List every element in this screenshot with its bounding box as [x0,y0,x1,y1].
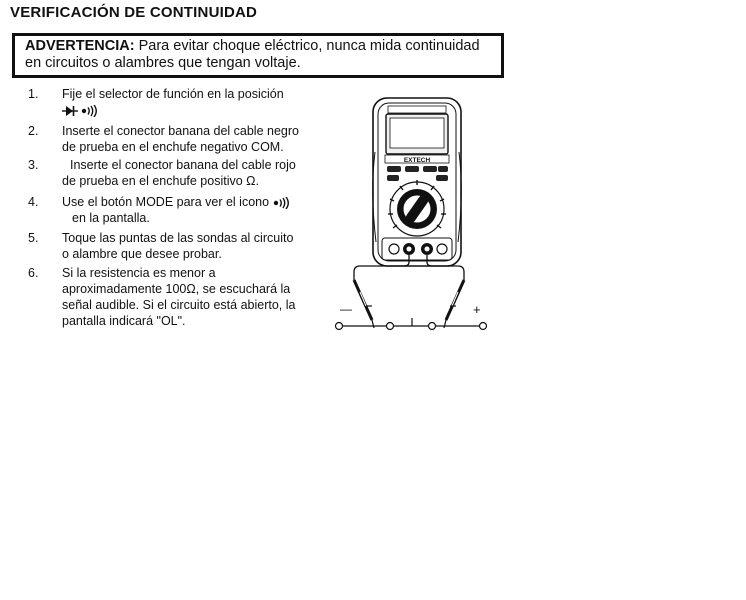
step-text: en la pantalla. [72,211,150,225]
multimeter-diagram [330,92,500,342]
warning-text: Para evitar choque eléctrico, nunca mida continuidad en circuitos o alambres que tengan voltaje. [25,38,480,71]
test-leads [354,255,464,280]
plus-label: + [473,302,481,317]
step-number: 6. [28,266,39,280]
step-text: o alambre que desee probar. [62,247,222,261]
step-text: Inserte el conector banana del cable negro [62,124,299,138]
step-text: Use el botón MODE para ver el icono [62,195,270,209]
brand-label: EXTECH [403,157,431,164]
step-number: 5. [28,231,39,245]
step-text: Inserte el conector banana del cable rojo [70,158,296,172]
continuity-sound-icon [273,197,291,209]
step-text: de prueba en el enchufe negativo COM. [62,140,284,154]
step-text: pantalla indicará "OL". [62,314,186,328]
step-text: Si la resistencia es menor a [62,266,216,280]
circuit-diagram [336,318,487,330]
step-text: de prueba en el enchufe positivo Ω. [62,174,259,188]
step-number: 2. [28,124,39,138]
multimeter-icon [373,98,462,266]
step-number: 3. [28,158,39,172]
diode-icon [62,105,78,117]
step-number: 4. [28,195,39,209]
warning-box [12,33,504,78]
red-probe-icon [444,280,464,328]
step-text: Toque las puntas de las sondas al circuito [62,231,294,245]
warning-label: ADVERTENCIA: [25,38,135,54]
section-title: VERIFICACIÓN DE CONTINUIDAD [10,4,258,21]
step-text: Fije el selector de función en la posición [62,87,284,101]
step-number: 1. [28,87,39,101]
black-probe-icon [354,280,374,328]
step-text: aproximadamente 100Ω, se escuchará la [62,282,291,296]
minus-label: — [340,302,352,316]
continuity-sound-icon [81,105,99,117]
step-text: señal audible. Si el circuito está abierto, la [62,298,296,312]
